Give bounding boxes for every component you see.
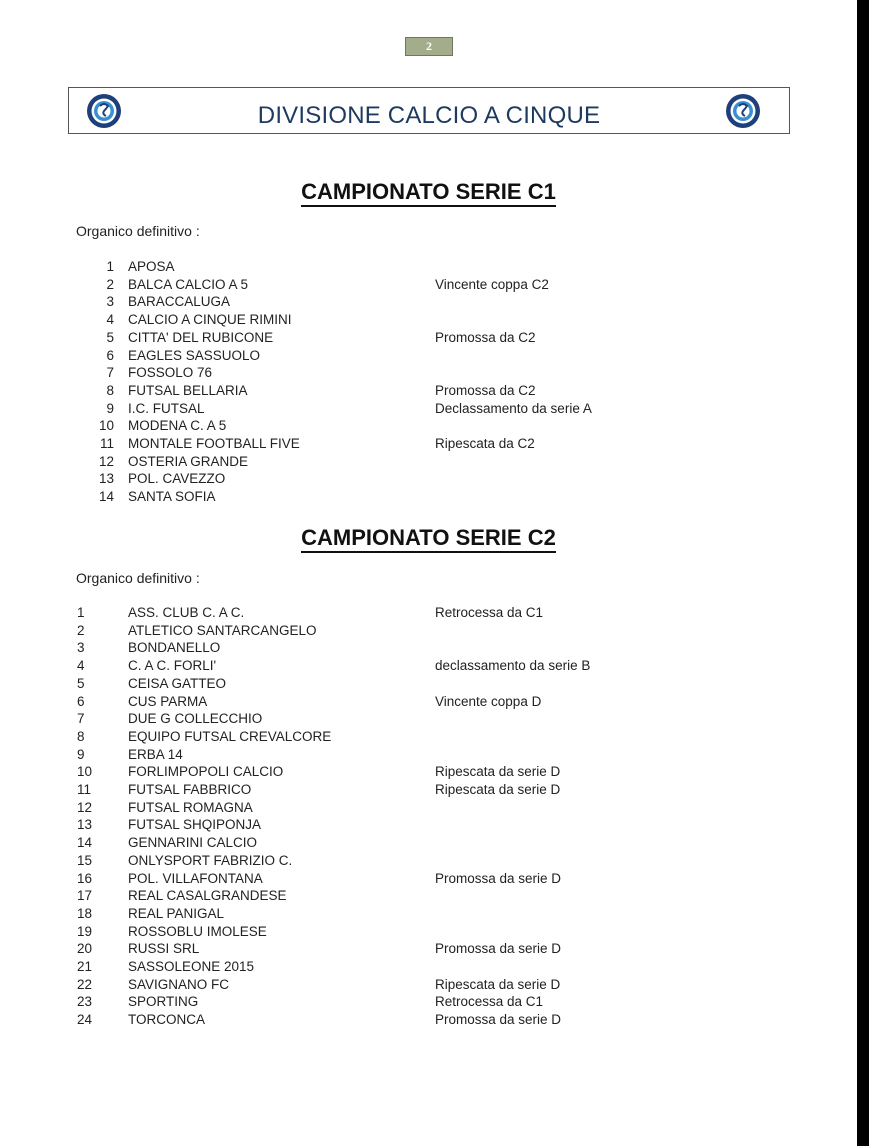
team-row [0,622,857,640]
team-row [0,293,857,311]
team-number: 12 [98,453,114,469]
team-number: 9 [77,746,85,762]
team-row [0,382,857,400]
team-row [0,488,857,506]
team-row [0,781,857,799]
team-number: 11 [77,782,92,797]
team-number: 2 [77,622,85,638]
team-name: DUE G COLLECCHIO [128,711,263,727]
team-note: Promossa da C2 [435,382,536,398]
team-note: Ripescata da serie D [435,764,561,780]
team-name: FUTSAL FABBRICO [128,782,252,797]
team-row [0,400,857,418]
team-number: 12 [77,799,93,815]
team-row [0,675,857,693]
team-name: BALCA CALCIO A 5 [128,276,249,292]
team-name: FUTSAL BELLARIA [128,382,248,398]
team-number: 6 [106,347,114,363]
team-name: EQUIPO FUTSAL CREVALCORE [128,728,332,744]
team-note: Declassamento da serie A [435,400,592,416]
team-name: C. A C. FORLI' [128,658,217,674]
team-name: APOSA [128,259,175,274]
federation-logo-icon [724,92,762,130]
team-note: Vincente coppa D [435,693,542,709]
team-name: CALCIO A CINQUE RIMINI [128,312,292,328]
team-row [0,799,857,817]
team-note: Ripescata da serie D [435,782,561,797]
team-row [0,417,857,435]
team-name: OSTERIA GRANDE [128,453,249,469]
section-title-c2-text: CAMPIONATO SERIE C2 [301,525,556,553]
team-row [0,710,857,728]
team-name: POL. CAVEZZO [128,471,226,487]
team-name: MONTALE FOOTBALL FIVE [128,436,300,451]
team-name: RUSSI SRL [128,941,200,957]
team-note: Ripescata da C2 [435,436,535,451]
team-row [0,958,857,976]
team-number: 14 [98,489,114,505]
team-row [0,258,857,276]
team-row [0,453,857,471]
team-number: 10 [98,418,114,434]
team-row [0,923,857,941]
team-number: 1 [106,259,114,274]
team-number: 5 [106,329,114,345]
team-row [0,693,857,711]
team-number: 15 [77,852,93,868]
team-note: Retrocessa da C1 [435,605,544,620]
header-banner [68,87,790,134]
team-name: FORLIMPOPOLI CALCIO [128,764,284,780]
team-number: 4 [77,658,85,674]
team-number: 11 [99,436,114,451]
team-row [0,329,857,347]
team-row [0,746,857,764]
team-number: 4 [106,312,114,328]
team-number: 3 [106,294,114,310]
section-title-c1-text: CAMPIONATO SERIE C1 [301,179,556,207]
team-row [0,976,857,994]
team-note: Vincente coppa C2 [435,276,549,292]
team-number: 7 [106,365,114,381]
team-name: ATLETICO SANTARCANGELO [128,622,317,638]
team-number: 18 [77,905,93,921]
team-number: 16 [77,870,93,886]
team-number: 8 [106,382,114,398]
team-row [0,728,857,746]
team-row [0,834,857,852]
team-name: FUTSAL ROMAGNA [128,799,253,815]
team-number: 8 [77,728,85,744]
team-name: ERBA 14 [128,746,183,762]
team-name: TORCONCA [128,1012,206,1028]
team-number: 23 [77,994,93,1010]
team-row [0,905,857,923]
team-name: CITTA' DEL RUBICONE [128,329,274,345]
team-note: Promossa da serie D [435,1012,562,1028]
team-row [0,657,857,675]
team-name: SANTA SOFIA [128,489,216,505]
team-name: POL. VILLAFONTANA [128,870,263,886]
team-row [0,435,857,453]
team-name: SPORTING [128,994,199,1010]
team-name: ASS. CLUB C. A C. [128,605,245,620]
section-title-c1 [0,179,857,205]
team-row [0,1011,857,1029]
team-row [0,311,857,329]
team-name: BARACCALUGA [128,294,231,310]
team-number: 5 [77,675,85,691]
team-row [0,276,857,294]
organico-label-c2: Organico definitivo : [76,570,200,586]
team-row [0,887,857,905]
team-row [0,364,857,382]
team-number: 17 [77,888,93,904]
team-row [0,940,857,958]
right-edge-bar [857,0,869,1146]
team-number: 6 [77,693,85,709]
page-number-badge: 2 [405,37,453,56]
team-name: SASSOLEONE 2015 [128,959,255,974]
team-number: 9 [106,400,114,416]
team-note: Retrocessa da C1 [435,994,544,1010]
team-note: Promossa da serie D [435,941,562,957]
team-row [0,852,857,870]
team-number: 10 [77,764,93,780]
team-name: MODENA C. A 5 [128,418,227,434]
team-number: 19 [77,923,93,939]
team-name: CUS PARMA [128,693,208,709]
team-name: REAL CASALGRANDESE [128,888,287,904]
team-number: 20 [77,941,93,957]
organico-label-c1: Organico definitivo : [76,223,200,239]
team-name: EAGLES SASSUOLO [128,347,261,363]
team-name: BONDANELLO [128,640,221,656]
team-name: ONLYSPORT FABRIZIO C. [128,852,293,868]
team-number: 14 [77,835,93,851]
team-row [0,639,857,657]
team-note: Promossa da serie D [435,870,562,886]
team-number: 7 [77,711,85,727]
team-row [0,816,857,834]
team-name: FOSSOLO 76 [128,365,213,381]
team-name: ROSSOBLU IMOLESE [128,923,267,939]
team-name: REAL PANIGAL [128,905,225,921]
team-row [0,604,857,622]
team-number: 13 [98,471,114,487]
team-row [0,993,857,1011]
team-name: SAVIGNANO FC [128,976,230,992]
team-number: 22 [77,976,93,992]
team-name: CEISA GATTEO [128,675,227,691]
team-name: GENNARINI CALCIO [128,835,258,851]
team-number: 21 [77,959,93,974]
team-row [0,763,857,781]
team-number: 24 [77,1012,93,1028]
team-number: 2 [106,276,114,292]
team-name: I.C. FUTSAL [128,400,205,416]
team-row [0,470,857,488]
team-number: 3 [77,640,85,656]
header-title: DIVISIONE CALCIO A CINQUE [257,102,601,129]
section-title-c2 [0,525,857,551]
team-note: Promossa da C2 [435,329,536,345]
team-note: declassamento da serie B [435,658,591,674]
team-number: 1 [77,605,85,620]
team-note: Ripescata da serie D [435,976,561,992]
team-number: 13 [77,817,93,833]
team-row [0,347,857,365]
team-name: FUTSAL SHQIPONJA [128,817,262,833]
team-row [0,870,857,888]
